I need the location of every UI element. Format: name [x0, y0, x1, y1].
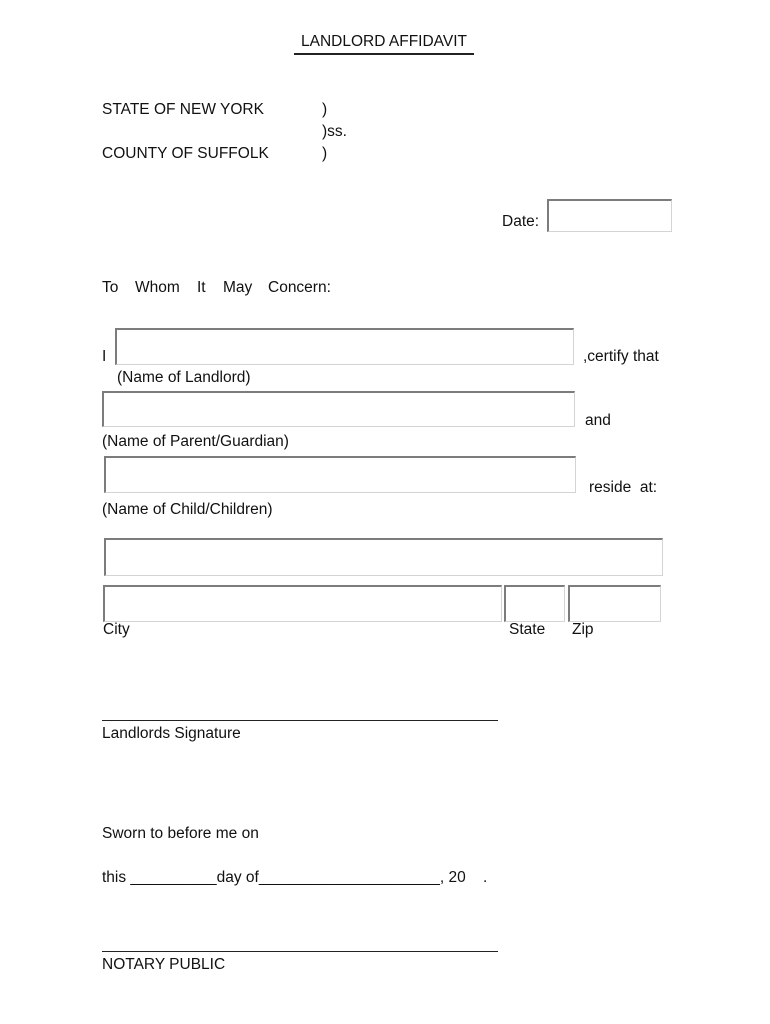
- date-label: Date:: [502, 213, 540, 230]
- salutation-word-2: Whom: [135, 279, 180, 296]
- date-field[interactable]: [547, 199, 672, 232]
- landlord-name-field[interactable]: [115, 328, 574, 365]
- sworn-line-1: Sworn to before me on: [102, 825, 259, 842]
- sworn-line-2: this __________day of_____________________, 20 .: [102, 869, 488, 886]
- notary-signature-line: [102, 951, 498, 952]
- landlord-name-caption: (Name of Landlord): [117, 369, 251, 386]
- venue-paren-top: ): [322, 101, 328, 118]
- venue-ss-label: )ss.: [322, 123, 347, 140]
- document-title: LANDLORD AFFIDAVIT: [294, 34, 474, 55]
- salutation-word-4: May: [223, 279, 253, 296]
- reside-at-text: reside at:: [589, 479, 658, 496]
- state-venue-label: STATE OF NEW YORK: [102, 101, 264, 118]
- county-venue-label: COUNTY OF SUFFOLK: [102, 145, 269, 162]
- signature-label: Landlords Signature: [102, 725, 241, 742]
- child-children-field[interactable]: [104, 456, 576, 493]
- parent-guardian-field[interactable]: [102, 391, 575, 427]
- child-children-caption: (Name of Child/Children): [102, 501, 273, 518]
- street-address-field[interactable]: [104, 538, 663, 576]
- salutation-word-5: Concern:: [268, 279, 331, 296]
- zip-label: Zip: [572, 621, 594, 638]
- venue-paren-bottom: ): [322, 145, 328, 162]
- state-label: State: [509, 621, 546, 638]
- zip-field[interactable]: [568, 585, 661, 622]
- state-field[interactable]: [504, 585, 565, 622]
- notary-public-label: NOTARY PUBLIC: [102, 956, 226, 973]
- city-field[interactable]: [103, 585, 502, 622]
- and-text: and: [585, 412, 611, 429]
- parent-guardian-caption: (Name of Parent/Guardian): [102, 433, 289, 450]
- landlord-prefix: I: [102, 348, 107, 365]
- certify-that-text: ,certify that: [583, 348, 659, 365]
- salutation-word-1: To: [102, 279, 119, 296]
- city-label: City: [103, 621, 130, 638]
- salutation-word-3: It: [197, 279, 206, 296]
- signature-line: [102, 720, 498, 721]
